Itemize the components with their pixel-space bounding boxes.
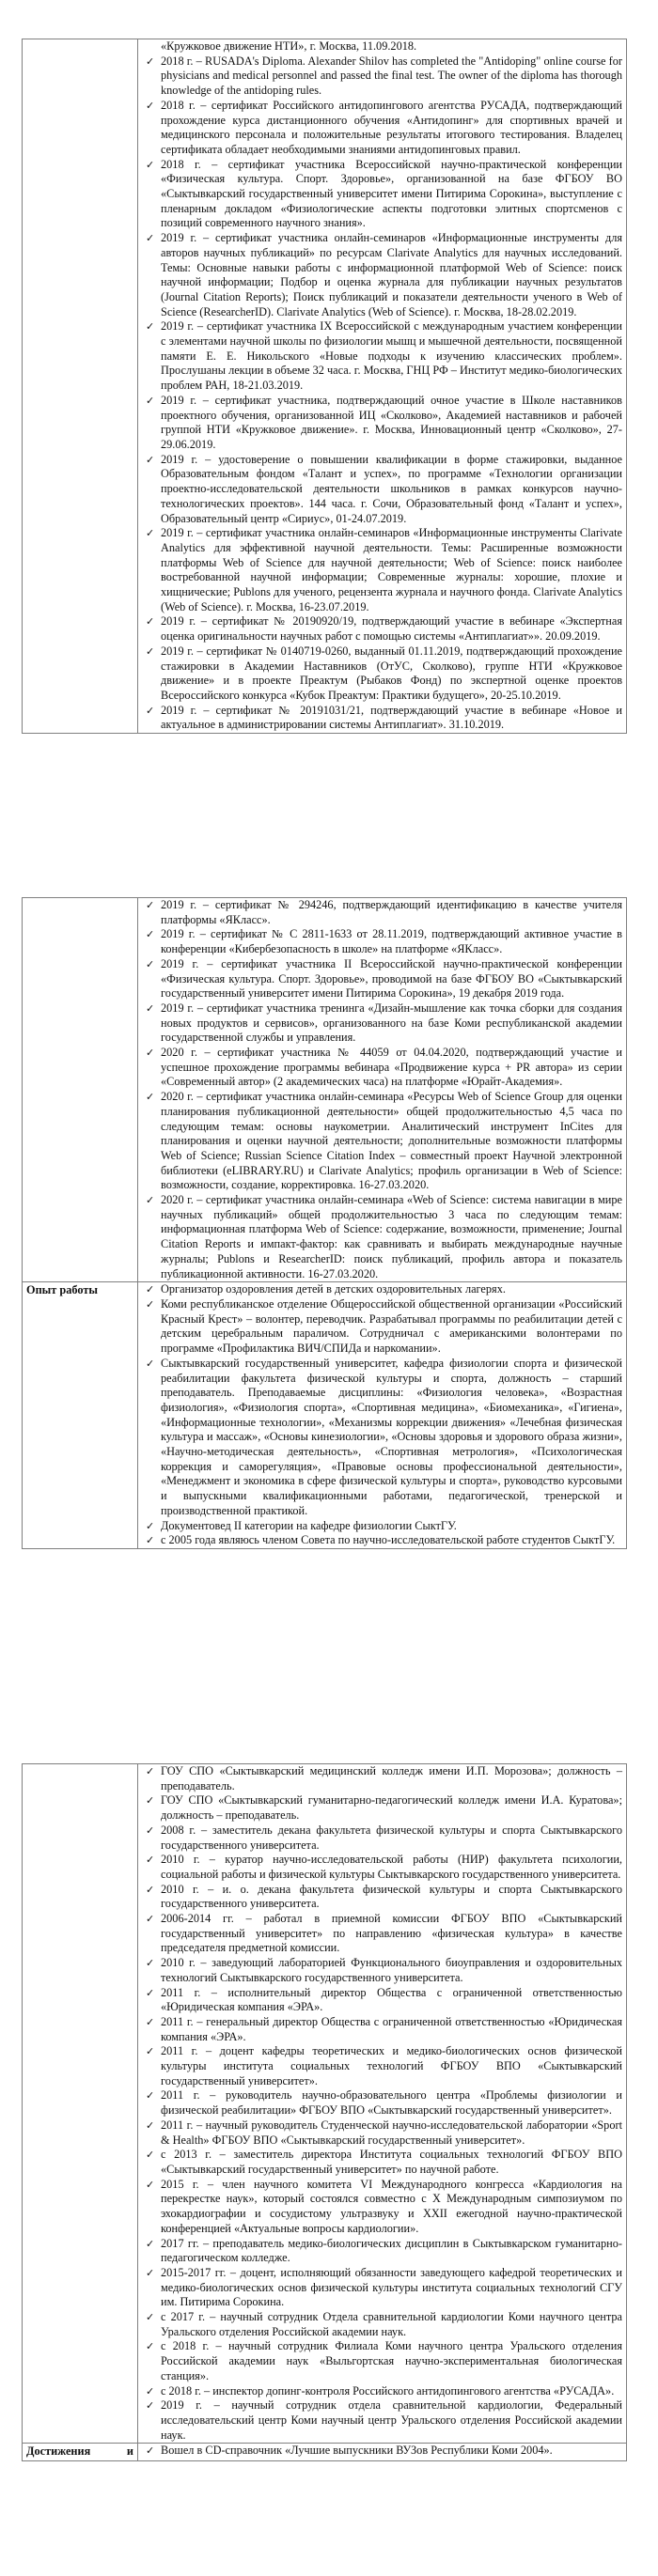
check-mark-icon: ✓ xyxy=(146,928,155,941)
row-label-work-experience: Опыт работы xyxy=(23,1282,138,1549)
check-mark-icon: ✓ xyxy=(146,2399,155,2413)
list-item-text: с 2017 г. – научный сотрудник Отдела сравнительной кардиологии Коми научного центра Уральского отделения Российской академии наук. xyxy=(161,2310,622,2338)
list-item xyxy=(138,1297,622,1357)
list-item xyxy=(138,2044,622,2088)
list-item-text: Коми республиканское отделение Общероссийской общественной организации «Российский Красный Крест» – волонтер, переводчик. Разрабатывал программы по реабилитации детей с детским церебральным параличом. Сотрудничал с американскими волонтерами по программе «Профилактика ВИЧ/СПИДа и наркомании». xyxy=(161,1296,622,1356)
check-mark-icon: ✓ xyxy=(146,2444,155,2458)
check-mark-icon: ✓ xyxy=(146,1091,155,1104)
check-mark-icon: ✓ xyxy=(146,2311,155,2324)
list-item-text: Вошел в CD-справочник «Лучшие выпускники ВУЗов Республики Коми 2004». xyxy=(161,2444,553,2458)
list-item-text: 2019 г. – сертификат участника тренинга «Дизайн-мышление как точка сборки для создания новых продуктов и сервисов», организованного на базе Коми республиканской академии государственной службы и управления. xyxy=(161,1001,622,1045)
work-experience-list xyxy=(138,1764,622,2443)
list-item xyxy=(138,2339,622,2383)
check-mark-icon: ✓ xyxy=(146,394,155,407)
list-item xyxy=(138,927,622,956)
check-mark-icon: ✓ xyxy=(146,1283,155,1296)
check-mark-icon: ✓ xyxy=(146,2178,155,2191)
check-mark-icon: ✓ xyxy=(146,1297,155,1311)
list-item xyxy=(138,526,622,614)
list-item-text: ГОУ СПО «Сыктывкарский гуманитарно-педагогический колледж имени И.А. Куратова»; должность – преподаватель. xyxy=(161,1793,622,1823)
list-item-text: 2011 г. – доцент кафедры теоретических и медико-биологических основ физической культуры института социальных технологий ФГБОУ ВПО «Сыктывкарский государственный университет». xyxy=(161,2044,622,2087)
check-mark-icon: ✓ xyxy=(146,1001,155,1015)
check-mark-icon: ✓ xyxy=(146,1883,155,1896)
list-item-text: 2019 г. – сертификат № 20190920/19, подтверждающий участие в вебинаре «Экспертная оценка оригинальности научных работ с помощью системы «Антиплагиат»». 20.09.2019. xyxy=(161,614,622,644)
list-item xyxy=(138,394,622,453)
check-mark-icon: ✓ xyxy=(146,1047,155,1060)
row-content xyxy=(138,1764,627,2444)
row-content xyxy=(138,898,627,1282)
list-item xyxy=(138,158,622,232)
list-item xyxy=(138,614,622,644)
list-item xyxy=(138,704,622,733)
list-item xyxy=(138,1533,622,1548)
list-item xyxy=(138,1823,622,1853)
row-label xyxy=(23,898,138,1282)
list-item-text: 2011 г. – генеральный директор Общества с ограниченной ответственностью «Юридическая компания «ЭРА». xyxy=(161,2014,622,2043)
list-item-text: 2015 г. – член научного комитета VI Международного конгресса «Кардиология на перекрестке наук», который состоялся совместно с X Международным симпозиумом по эхокардиографии и сосудистому ультразвуку и XXII ежегодной научно-практической конференцией «Актуальные вопросы кардиологии». xyxy=(161,2177,622,2235)
list-item xyxy=(138,2398,622,2443)
list-item-text: 2019 г. – сертификат № 0140719-0260, выданный 01.11.2019, подтверждающий прохождение стажировки в Академии Наставников (ОтУС, Сколково), группе НТИ «Кружковое движение» и в проекте Преактум (Рыбаков Фонд) по экспертной оценке проектов Всероссийского конкурса «Кубок Преактум: Практики будущего», 20-25.10.2019. xyxy=(161,644,622,702)
check-mark-icon: ✓ xyxy=(146,1357,155,1370)
list-item xyxy=(138,319,622,394)
list-item-text: 2018 г. – RUSADA's Diploma. Alexander Shilov has completed the "Antidoping" online course for physicians and medical personnel and passed the final test. The owner of the diploma has thorough knowledge of the antidoping rules. xyxy=(161,54,622,98)
check-mark-icon: ✓ xyxy=(146,2237,155,2250)
check-mark-icon: ✓ xyxy=(146,2340,155,2353)
list-item xyxy=(138,2015,622,2044)
list-item-text: 2019 г. – сертификат участника онлайн-семинаров «Информационные инструменты для авторов научных публикаций» по ресурсам Clarivate Analytics для научных исследований. Темы: Основные навыки работы с информационной платформой Web of Science: поиск научной информации; Подбор и оценка журнала для публикации научных результатов (Journal Citation Reports); Поиск публикаций и показатели деятельности ученого в Web of Science (ResearcherID). Clarivate Analytics (Web of Science). г. Москва, 18-28.02.2019. xyxy=(161,231,622,318)
check-mark-icon: ✓ xyxy=(146,1823,155,1837)
list-item xyxy=(138,2118,622,2148)
check-mark-icon: ✓ xyxy=(146,320,155,334)
list-item-text: 2018 г. – сертификат Российского антидопингового агентства РУСАДА, подтверждающий прохождение курса дистанционного обучения «Антидопинг» для спортивных врачей и медицинского персонала и положительные результаты итогового тестирования. Владелец сертификата обладает необходимыми знаниями антидопинговых правил. xyxy=(161,98,622,156)
list-item xyxy=(138,1046,622,1090)
list-item xyxy=(138,2088,622,2118)
table-row xyxy=(23,2444,627,2461)
row-label-achievements: Достижения и xyxy=(23,2444,138,2461)
list-item-text: 2019 г. – удостоверение о повышении квалификации в форме стажировки, выданное Образовательным фондом «Талант и успех», по программе «Технологии организации проектно-исследовательской деятельности школьников в рамках конкурсов научно-технологических проектов». 144 часа. г. Сочи, Образовательный фонд «Талант и успех», Образовательный центр «Сириус», 01-24.07.2019. xyxy=(161,452,622,525)
list-item-text: 2011 г. – руководитель научно-образовательного центра «Проблемы физиологии и физической реабилитации» ФГБОУ ВПО «Сыктывкарский государственный университет». xyxy=(161,2088,622,2118)
list-item-text: с 2005 года являюсь членом Совета по научно-исследовательской работе студентов СыктГУ. xyxy=(161,1533,616,1547)
list-item xyxy=(138,54,622,99)
list-item xyxy=(138,99,622,158)
check-mark-icon: ✓ xyxy=(146,644,155,658)
row-content xyxy=(138,2444,627,2461)
check-mark-icon: ✓ xyxy=(146,527,155,540)
check-mark-icon: ✓ xyxy=(146,899,155,911)
list-item xyxy=(138,2310,622,2339)
check-mark-icon: ✓ xyxy=(146,2149,155,2162)
list-item xyxy=(138,2384,622,2399)
list-item-text: ГОУ СПО «Сыктывкарский медицинский колледж имени И.П. Морозова»; должность – преподаватель. xyxy=(161,1764,622,1792)
check-mark-icon: ✓ xyxy=(146,1534,155,1547)
check-mark-icon: ✓ xyxy=(146,158,155,171)
list-item-text: с 2018 г. – инспектор допинг-контроля Российского антидопингового агентства «РУСАДА». xyxy=(161,2383,615,2398)
check-mark-icon: ✓ xyxy=(146,1519,155,1532)
check-mark-icon: ✓ xyxy=(146,1194,155,1207)
list-item-text: 2020 г. – сертификат участника № 44059 от 04.04.2020, подтверждающий участие и успешное прохождение программы вебинара «Продвижение курса + PR автора» из серии «Современный автор» (2 академических часа) на платформе «Юрайт-Академия». xyxy=(161,1046,622,1089)
row-content xyxy=(138,1282,627,1549)
list-item xyxy=(138,957,622,1001)
list-item xyxy=(138,2148,622,2177)
list-item-text: 2006-2014 гг. – работал в приемной комиссии ФГБОУ ВПО «Сыктывкарский государственный университет» по направлению «физическая культура» в качестве председателя предметной комиссии. xyxy=(161,1912,622,1955)
list-item xyxy=(138,1090,622,1193)
check-mark-icon: ✓ xyxy=(146,453,155,466)
list-item xyxy=(138,1883,622,1912)
check-mark-icon: ✓ xyxy=(146,1794,155,1808)
list-item xyxy=(138,644,622,704)
check-mark-icon: ✓ xyxy=(146,1986,155,1999)
list-item-text: 2020 г. – сертификат участника онлайн-семинара «Web of Science: система навигации в мире научных публикаций» общей продолжительностью 3 часа по следующим темам: информационная платформа Web of Science: содержание, возможности, применение; Journal Citation Reports и импакт-фактор: как сравнивать и выбирать международные научные журналы; Publons и ResearcherID: поиск публикаций, профиль автора и показатель публикационной активности. 16-27.03.2020. xyxy=(161,1193,622,1280)
list-item-text: 2017 гг. – преподаватель медико-биологических дисциплин в Сыктывкарском гуманитарно-педагогическом колледже. xyxy=(161,2236,622,2265)
list-item xyxy=(138,2266,622,2310)
check-mark-icon: ✓ xyxy=(146,615,155,628)
certificate-list xyxy=(138,54,622,733)
list-item xyxy=(138,1912,622,1956)
row-content xyxy=(138,39,627,734)
list-item xyxy=(138,2444,622,2459)
list-item-text: 2010 г. – заведующий лабораторией Функционального биоуправления и оздоровительных технологий Сыктывкарского государственного университета. xyxy=(161,1956,622,1984)
list-item-text: 2019 г. – сертификат № 20191031/21, подтверждающий участие в вебинаре «Новое и актуальное в администрировании системы Антиплагиат». 31.10.2019. xyxy=(161,703,622,732)
list-item-text: 2019 г. – сертификат № С 2811-1633 от 28.11.2019, подтверждающий активное участие в конференции «Кибербезопасность в школе» на платформе «ЯКласс». xyxy=(161,927,622,956)
list-item-text: 2019 г. – сертификат участника IX Всероссийской с международным участием конференции с элементами научной школы по физиологии мышц и мышечной деятельности, посвященной памяти Е. Е. Никольского «Новые подходы к изучению классических проблем». Прослушаны лекции в объеме 32 часа. г. Москва, ГНЦ РФ – Институт медико-биологических проблем РАН, 18-21.03.2019. xyxy=(161,319,622,393)
check-mark-icon: ✓ xyxy=(146,54,155,68)
continuation-text: «Кружковое движение НТИ», г. Москва, 11.09.2018. xyxy=(161,39,417,53)
list-item xyxy=(138,231,622,319)
list-item-text: 2010 г. – и. о. декана факультета физической культуры и спорта Сыктывкарского государственного университета. xyxy=(161,1882,622,1911)
list-item-text: 2010 г. – куратор научно-исследовательской работы (НИР) факультета психологии, социальной работы и физической культуры Сыктывкарского государственного университета. xyxy=(161,1853,622,1881)
list-item-text: 2019 г. – сертификат участника онлайн-семинаров «Информационные инструменты Clarivate Analytics для эффективной научной деятельности. Темы: Расширенные возможности платформы Web of Science для научной деятельности; Web of Science: поиск наиболее востребованной научной информации; Современные журналы: хорошие, плохие и хищнические; Publons для ученого, рецензента журнала и научного фонда. Clarivate Analytics (Web of Science). г. Москва, 16-23.07.2019. xyxy=(161,526,622,613)
list-item xyxy=(138,1519,622,1534)
list-item-text: 2019 г. – сертификат участника II Всероссийской научно-практической конференции «Физическая культура. Спорт. Здоровье», проводимой на базе ФГБОУ ВО «Сыктывкарский государственный университет имени Питирима Сорокина», 19 декабря 2019 года. xyxy=(161,956,622,1001)
list-item-text: 2011 г. – научный руководитель Студенческой научно-исследовательской лаборатории «Sport & Health» ФГБОУ ВПО «Сыктывкарский государственный университет». xyxy=(161,2118,622,2147)
check-mark-icon: ✓ xyxy=(146,99,155,112)
list-item xyxy=(138,453,622,527)
check-mark-icon: ✓ xyxy=(146,2045,155,2058)
list-item-text: 2015-2017 гг. – доцент, исполняющий обязанности заведующего кафедрой теоретических и медико-биологических основ физической культуры института социальных технологий СГУ им. Питирима Сорокина. xyxy=(161,2265,622,2309)
check-mark-icon: ✓ xyxy=(146,2015,155,2028)
table-row xyxy=(23,1764,627,2444)
list-item xyxy=(138,2178,622,2237)
check-mark-icon: ✓ xyxy=(146,1913,155,1926)
list-item-text: с 2018 г. – научный сотрудник Филиала Коми научного центра Уральского отделения Российской академии наук «Выльгортская научно-экспериментальная биологическая станция». xyxy=(161,2339,622,2382)
check-mark-icon: ✓ xyxy=(146,2118,155,2132)
certificate-list xyxy=(138,898,622,1281)
table-row xyxy=(23,898,627,1282)
work-experience-list xyxy=(138,1282,622,1548)
list-item-text: Организатор оздоровления детей в детских оздоровительных лагерях. xyxy=(161,1282,506,1296)
check-mark-icon: ✓ xyxy=(146,1854,155,1867)
list-item-text: с 2013 г. – заместитель директора Института социальных технологий ФГБОУ ВПО «Сыктывкарский государственный университет» по научной работе. xyxy=(161,2148,622,2176)
check-mark-icon: ✓ xyxy=(146,2089,155,2103)
list-item-text: Документовед II категории на кафедре физиологии СыктГУ. xyxy=(161,1518,457,1532)
check-mark-icon: ✓ xyxy=(146,1765,155,1777)
check-mark-icon: ✓ xyxy=(146,2384,155,2398)
list-item xyxy=(138,1793,622,1823)
check-mark-icon: ✓ xyxy=(146,1957,155,1970)
list-item-text: Сыктывкарский государственный университет, кафедра физиологии спорта и физической реабилитации факультета физической культуры и спорта, должность – старший преподаватель. Преподаваемые дисциплины: «Физиология человека», «Возрастная физиология», «Физиология спорта», «Спортивная медицина», «Биомеханика», «Гигиена», «Информационные технологии», «Механизмы коррекции движения» «Лечебная физическая культура и массаж», «Основы кинезиологии», «Основы здоровья и здорового образа жизни», «Научно-методическая деятельность», «Спортивная метрология», «Психологическая коррекция и саморегуляция», «Правовые основы профессиональной деятельности», «Менеджмент и экономика в сфере физической культуры и спорта», руководство курсовыми и выпускными квалификационными работами, педагогической, тренерской и производственной практикой. xyxy=(161,1356,622,1517)
check-mark-icon: ✓ xyxy=(146,957,155,970)
list-item xyxy=(138,1357,622,1519)
list-item-text: 2019 г. – научный сотрудник отдела сравнительной кардиологии, Федеральный исследовательский центр Коми научный центр Уральского отделения Российской академии наук. xyxy=(161,2398,622,2442)
list-item-text: 2018 г. – сертификат участника Всероссийской научно-практической конференции «Физическая культура. Спорт. Здоровье», организованной на базе ФГБОУ ВО «Сыктывкарский государственный университет имени Питирима Сорокина», выступление с пленарным докладом «Физиологические аспекты подготовки элитных спортсменов с позиций современного научного знания». xyxy=(161,157,622,230)
list-item xyxy=(138,1853,622,1882)
list-item xyxy=(138,1282,622,1297)
list-item xyxy=(138,1193,622,1281)
list-item xyxy=(138,898,622,927)
list-item xyxy=(138,1001,622,1046)
resume-table-page-3 xyxy=(22,1763,627,2461)
list-item-text: 2019 г. – сертификат участника, подтверждающий очное участие в Школе наставников проектного обучения, организованной ИЦ «Сколково», Академией наставников и рабочей группой НТИ «Кружковое движение». г. Москва, Инновационный центр «Сколково», 27-29.06.2019. xyxy=(161,393,622,451)
achievements-list xyxy=(138,2444,622,2459)
list-item xyxy=(138,2237,622,2266)
resume-table-page-2 xyxy=(22,897,627,1549)
list-item-text: 2020 г. – сертификат участника онлайн-семинара «Ресурсы Web of Science Group для оценки планирования публикационной деятельности» общей продолжительностью 4,5 часа по следующим темам: основы наукометрии. Аналитический инструмент InCites для планирования и оценки научной деятельности; дополнительные возможности платформы Web of Science; Russian Science Citation Index – совместный проект Научной электронной библиотеки (eLIBRARY.RU) и Clarivate Analytics; профиль организации в Web of Science: возможности, создание, корректировка. 16-27.03.2020. xyxy=(161,1090,622,1192)
check-mark-icon: ✓ xyxy=(146,232,155,245)
table-row xyxy=(23,1282,627,1549)
list-item-text: 2011 г. – исполнительный директор Общества с ограниченной ответственностью «Юридическая компания «ЭРА». xyxy=(161,1985,622,2014)
resume-table-page-1 xyxy=(22,39,627,734)
row-label xyxy=(23,1764,138,2444)
table-row xyxy=(23,39,627,734)
check-mark-icon: ✓ xyxy=(146,2266,155,2279)
row-label xyxy=(23,39,138,734)
list-item xyxy=(138,1986,622,2015)
list-item-text: 2019 г. – сертификат № 294246, подтверждающий идентификацию в качестве учителя платформы «ЯКласс». xyxy=(161,898,622,926)
list-item xyxy=(138,1764,622,1793)
list-item xyxy=(138,1956,622,1985)
list-item-text: 2008 г. – заместитель декана факультета физической культуры и спорта Сыктывкарского государственного университета. xyxy=(161,1823,622,1852)
check-mark-icon: ✓ xyxy=(146,704,155,717)
